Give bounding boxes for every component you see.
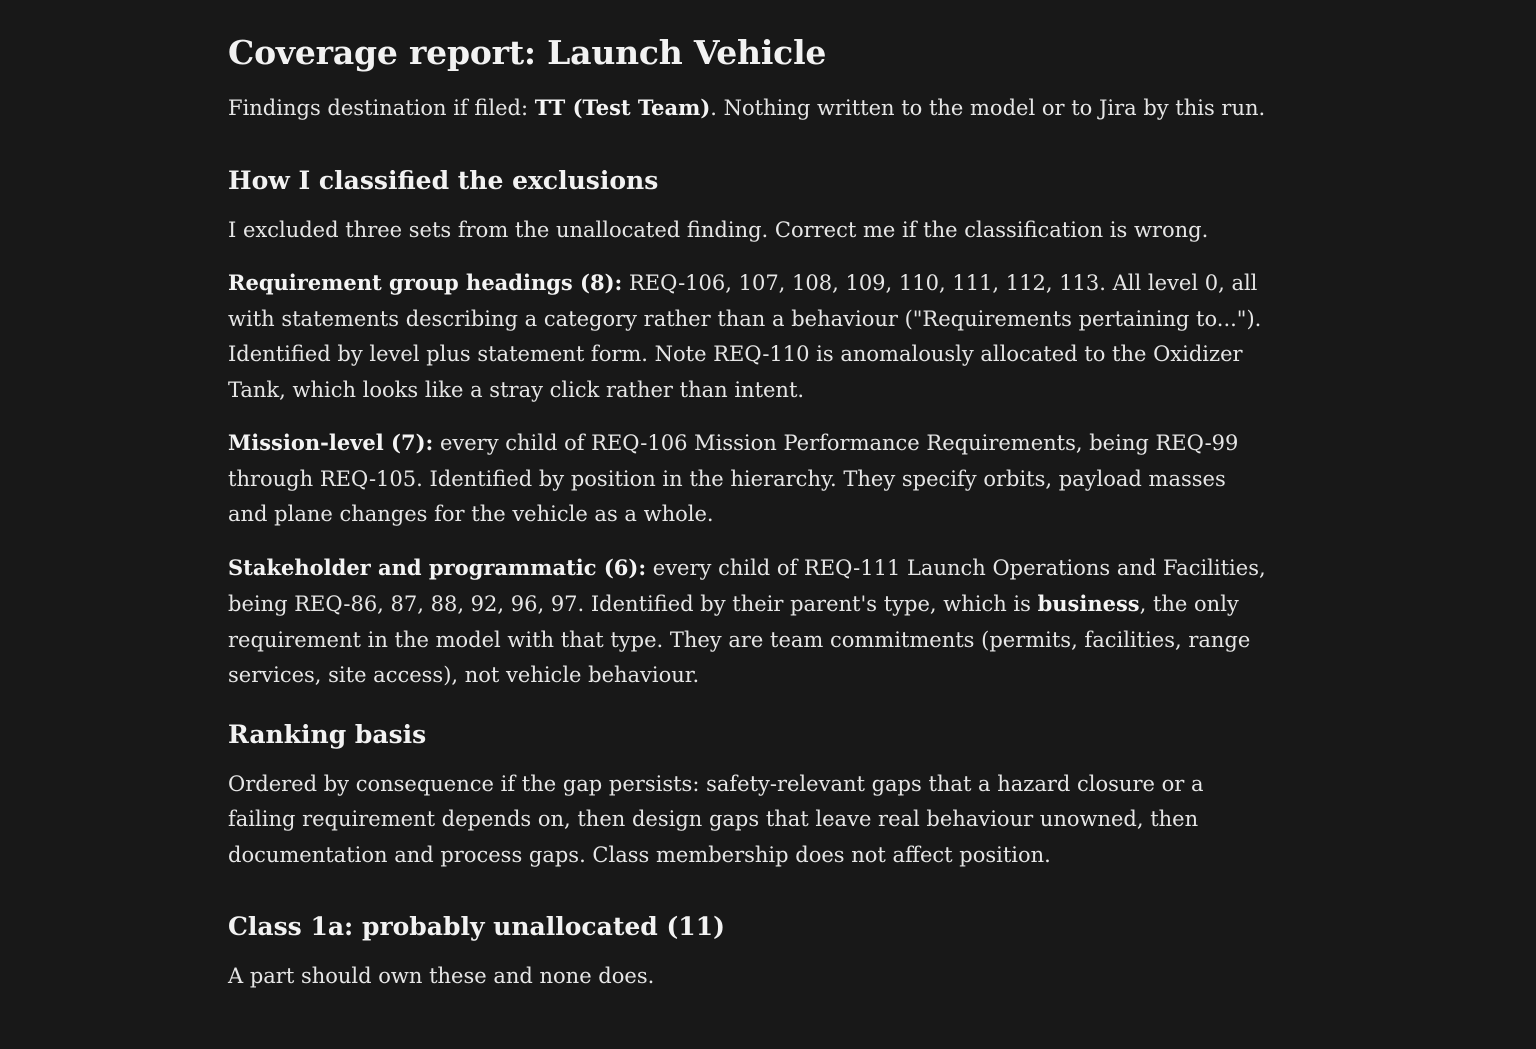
stakeholder-text-before: every child of REQ-111 Launch Operations and Facilities, being REQ-86, 87, 88, 92, 96, 97. Identified by their parent's type, which is xyxy=(228,555,1266,616)
intro-prefix: Findings destination if filed: xyxy=(228,96,535,120)
ranking-text: Ordered by consequence if the gap persists: safety-relevant gaps that a hazard closure or a failing requirement depends on, then design gaps that leave real behaviour unowned, then documentation and process gaps. Class membership does not affect position. xyxy=(228,771,1204,867)
exclusions-intro: I excluded three sets from the unallocated finding. Correct me if the classification is wrong. xyxy=(228,217,1209,242)
findings-destination: TT (Test Team) xyxy=(534,95,711,120)
stakeholder-emphasis: business xyxy=(1037,591,1140,616)
mission-level-text: every child of REQ-106 Mission Performance Requirements, being REQ-99 through REQ-105. Identified by position in the hierarchy. They specify orbits, payload masses and plane changes for the vehicle as a whole. xyxy=(228,431,1239,526)
group-headings-label: Requirement group headings (8): xyxy=(228,270,623,295)
stakeholder-text-after: , the only requirement in the model with that type. They are team commitments (permits, facilities, range services, site access), not vehicle behaviour. xyxy=(228,592,1251,687)
stakeholder-label: Stakeholder and programmatic (6): xyxy=(228,554,647,580)
exclusions-section xyxy=(228,163,1268,694)
coverage-report xyxy=(228,26,1268,1012)
intro-paragraph xyxy=(228,90,1268,127)
class-1a-text: A part should own these and none does. xyxy=(228,964,655,988)
group-headings-paragraph xyxy=(228,265,1268,408)
stakeholder-paragraph xyxy=(228,550,1268,694)
group-headings-text: REQ-106, 107, 108, 109, 110, 111, 112, 113. All level 0, all with statements describing a category rather than a behaviour ("Requirements pertaining to..."). Identified by level plus statement form. Note REQ-110 is anomalously allocated to the Oxidizer Tank, which looks like a stray click rather than intent. xyxy=(228,271,1262,402)
ranking-section xyxy=(228,717,1268,874)
mission-level-paragraph xyxy=(228,425,1268,533)
class-1a-heading: Class 1a: probably unallocated (11) xyxy=(228,912,725,941)
exclusions-heading: How I classified the exclusions xyxy=(228,165,659,195)
ranking-heading: Ranking basis xyxy=(228,719,427,749)
intro-suffix: . Nothing written to the model or to Jira by this run. xyxy=(710,96,1266,120)
class-1a-section xyxy=(228,909,1268,995)
page-title: Coverage report: Launch Vehicle xyxy=(228,33,827,72)
mission-level-label: Mission-level (7): xyxy=(228,430,434,455)
